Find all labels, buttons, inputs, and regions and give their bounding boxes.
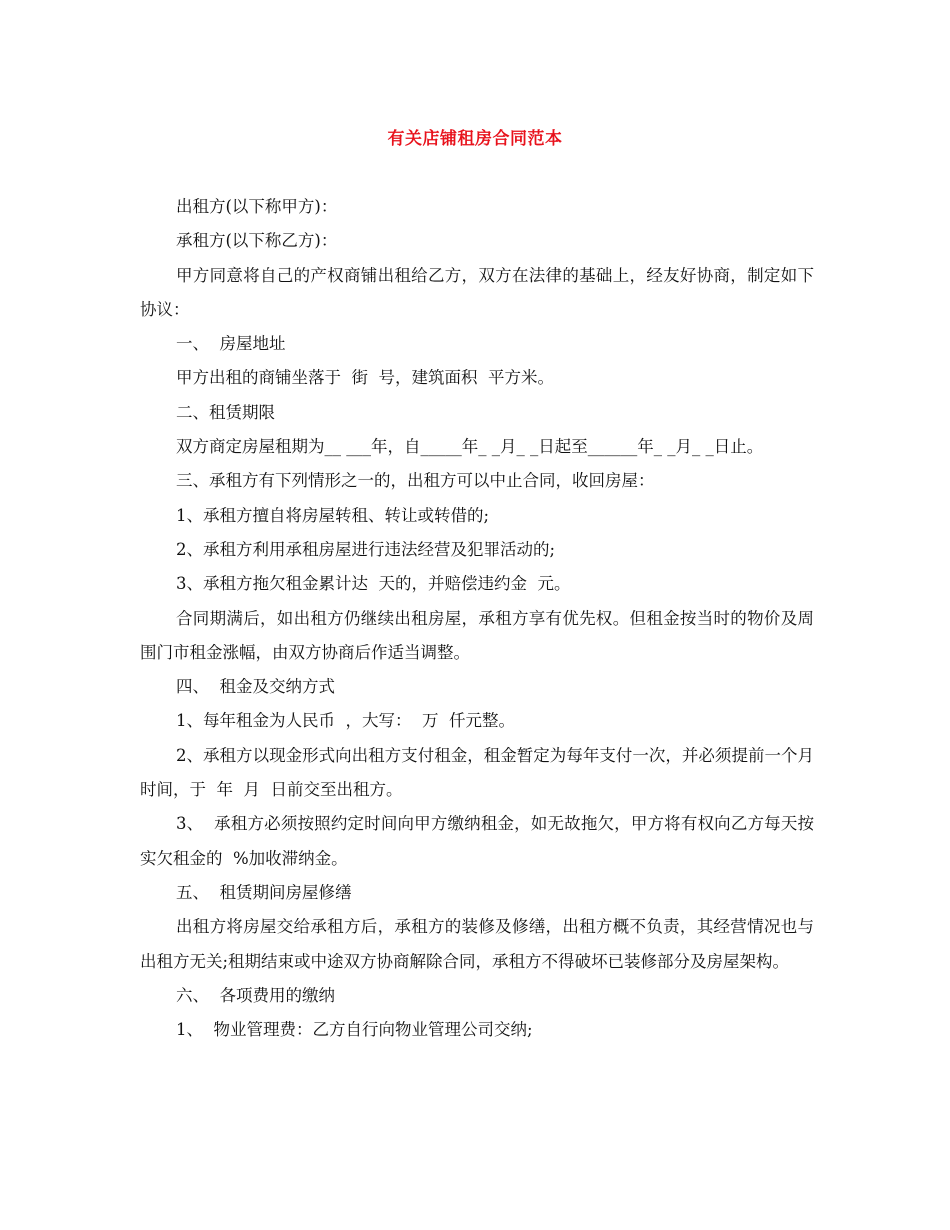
paragraph-repair: 出租方将房屋交给承租方后，承租方的装修及修缮，出租方概不负责，其经营情况也与出租方无关;租期结束或中途双方协商解除合同，承租方不得破坏已装修部分及房屋架构。: [140, 917, 814, 971]
paragraph-rent-2: 2、承租方以现金形式向出租方支付租金，租金暂定为每年支付一次，并必须提前一个月时间，于 年 月 日前交至出租方。: [140, 745, 814, 800]
section-heading-termination: 三、承租方有下列情形之一的，出租方可以中止合同，收回房屋：: [176, 471, 655, 491]
paragraph-fees-1: 1、 物业管理费：乙方自行向物业管理公司交纳;: [176, 1020, 533, 1040]
section-heading-address: 一、 房屋地址: [176, 334, 286, 354]
paragraph-lessor: 出租方(以下称甲方)：: [176, 197, 338, 216]
paragraph-lessee: 承租方(以下称乙方)：: [176, 231, 338, 251]
paragraph-preamble: 甲方同意将自己的产权商铺出租给乙方，双方在法律的基础上，经友好协商，制定如下协议：: [140, 265, 814, 319]
section-heading-repair: 五、 租赁期间房屋修缮: [176, 882, 352, 902]
section-heading-fees: 六、 各项费用的缴纳: [176, 985, 335, 1005]
document-body: [140, 190, 814, 1047]
paragraph-rent-3: 3、 承租方必须按照约定时间向甲方缴纳租金，如无故拖欠，甲方将有权向乙方每天按实欠租金的 %加收滞纳金。: [140, 814, 814, 868]
document-title: 有关店铺租房合同范本: [387, 129, 563, 149]
paragraph-term: 双方商定房屋租期为__ ___年，自_____年_ _月_ _日起至______年_ _月_ _日止。: [176, 437, 764, 457]
paragraph-termination-3: 3、承租方拖欠租金累计达 天的，并赔偿违约金 元。: [176, 574, 571, 594]
paragraph-rent-1: 1、每年租金为人民币 ，大写： 万 仟元整。: [176, 711, 515, 731]
section-heading-rent: 四、 租金及交纳方式: [176, 677, 335, 697]
paragraph-termination-1: 1、承租方擅自将房屋转租、转让或转借的;: [176, 505, 490, 525]
paragraph-renewal: 合同期满后，如出租方仍继续出租房屋，承租方享有优先权。但租金按当时的物价及周围门市租金涨幅，由双方协商后作适当调整。: [140, 608, 814, 662]
paragraph-address: 甲方出租的商铺坐落于 街 号，建筑面积 平方米。: [176, 368, 554, 388]
section-heading-term: 二、租赁期限: [176, 402, 275, 422]
paragraph-termination-2: 2、承租方利用承租房屋进行违法经营及犯罪活动的;: [176, 539, 556, 559]
